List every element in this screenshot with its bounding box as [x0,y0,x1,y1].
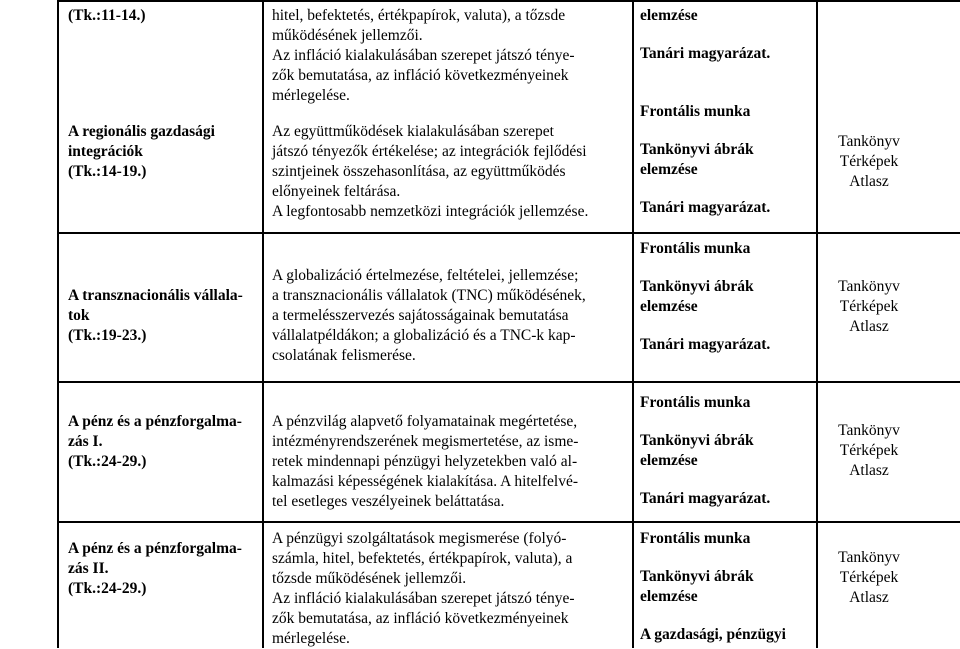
resource-line: Atlasz [849,318,889,335]
table-row-content [272,529,630,649]
table-row-topic [68,539,260,599]
table-row-topic [68,412,260,472]
content-line: mérlegelése. [272,630,350,647]
resource-line: Tankönyv [838,278,900,295]
topic-line: (Tk.:11-14.) [68,7,146,24]
table-row-resources [823,548,915,608]
resource-line: Térképek [839,442,899,459]
content-line: zők bemutatása, az infláció következményeinek [272,610,569,627]
row-divider [58,381,960,383]
content-line: játszó tényezők értékelése; az integrációk fejlődési [272,143,587,160]
resource-line: Térképek [839,298,899,315]
topic-line: A transznacionális vállala- [68,287,243,304]
content-line: tel esetleges veszélyeinek beláttatása. [272,493,505,510]
content-line: Az együttműködések kialakulásában szerepet [272,123,554,140]
topic-line: integrációk [68,143,143,160]
method-line: Frontális munka [640,394,751,411]
topic-line: (Tk.:14-19.) [68,163,147,180]
resource-line: Térképek [839,153,899,170]
method-line: elemzése [640,298,698,315]
topic-line: (Tk.:19-23.) [68,327,147,344]
content-line: előnyeinek feltárása. [272,183,401,200]
topic-line: zás II. [68,560,109,577]
topic-line: tok [68,307,90,324]
column-divider [262,0,264,648]
content-line: mérlegelése. [272,87,350,104]
content-line: tőzsde működésének jellemzői. [272,570,467,587]
table-row-content [272,6,630,106]
table-row-topic [68,286,260,346]
content-line: Az infláció kialakulásában szerepet játszó ténye- [272,590,575,607]
table-row-methods [640,529,820,645]
method-line: elemzése [640,588,698,605]
content-line: Az infláció kialakulásában szerepet játszó ténye- [272,47,575,64]
table-row-methods [640,6,820,64]
table-row-methods [640,393,820,509]
topic-line: zás I. [68,433,103,450]
table-row-content [272,412,630,512]
content-line: a termelésszervezés sajátosságainak bemutatása [272,307,569,324]
table-row-topic [68,6,260,26]
method-line: Tankönyvi ábrák [640,278,754,295]
content-line: A globalizáció értelmezése, feltételei, jellemzése; [272,267,579,284]
content-line: a transznacionális vállalatok (TNC) működésének, [272,287,586,304]
topic-line: (Tk.:24-29.) [68,453,147,470]
method-line: Tanári magyarázat. [640,45,771,62]
method-line: Tankönyvi ábrák [640,432,754,449]
table-row-content [272,122,630,222]
topic-line: A pénz és a pénzforgalma- [68,413,242,430]
resource-line: Atlasz [849,589,889,606]
method-line: A gazdasági, pénzügyi [640,626,786,643]
resource-line: Atlasz [849,173,889,190]
topic-line: A regionális gazdasági [68,123,215,140]
content-line: kalmazási képességének kialakítása. A hitelfelvé- [272,473,579,490]
content-line: retek mindennapi pénzügyi helyzetekben való al- [272,453,578,470]
topic-line: A pénz és a pénzforgalma- [68,540,242,557]
resource-line: Tankönyv [838,422,900,439]
row-divider [58,232,960,234]
method-line: elemzése [640,452,698,469]
table-row-resources [823,132,915,192]
table-row-topic [68,122,260,182]
table-row-resources [823,421,915,481]
method-line: Frontális munka [640,530,751,547]
method-line: Tankönyvi ábrák [640,141,754,158]
method-line: Tanári magyarázat. [640,199,771,216]
resource-line: Tankönyv [838,133,900,150]
table-row-methods [640,102,820,218]
table-row-content [272,266,630,366]
column-divider [632,0,634,648]
content-line: működésének jellemzői. [272,27,423,44]
method-line: Frontális munka [640,240,751,257]
resource-line: Tankönyv [838,549,900,566]
resource-line: Térképek [839,569,899,586]
content-line: A pénzügyi szolgáltatások megismerése (folyó- [272,530,567,547]
method-line: elemzése [640,161,698,178]
row-divider [58,0,960,2]
table-border-left [57,0,59,648]
method-line: Tankönyvi ábrák [640,568,754,585]
content-line: csolatának felismerése. [272,347,416,364]
method-line: Frontális munka [640,103,751,120]
content-line: hitel, befektetés, értékpapírok, valuta), a tőzsde [272,7,566,24]
content-line: számla, hitel, befektetés, értékpapírok, valuta), a [272,550,573,567]
content-line: A pénzvilág alapvető folyamatainak megértetése, [272,413,578,430]
content-line: zők bemutatása, az infláció következményeinek [272,67,569,84]
table-row-methods [640,239,820,355]
content-line: szintjeinek összehasonlítása, az együttműködés [272,163,566,180]
content-line: vállalatpéldákon; a globalizáció és a TNC-k kap- [272,327,576,344]
method-line: Tanári magyarázat. [640,336,771,353]
method-line: Tanári magyarázat. [640,490,771,507]
resource-line: Atlasz [849,462,889,479]
table-row-resources [823,277,915,337]
method-line: elemzése [640,7,698,24]
content-line: intézményrendszerének megismertetése, az isme- [272,433,579,450]
content-line: A legfontosabb nemzetközi integrációk jellemzése. [272,203,589,220]
row-divider [58,521,960,523]
topic-line: (Tk.:24-29.) [68,580,147,597]
